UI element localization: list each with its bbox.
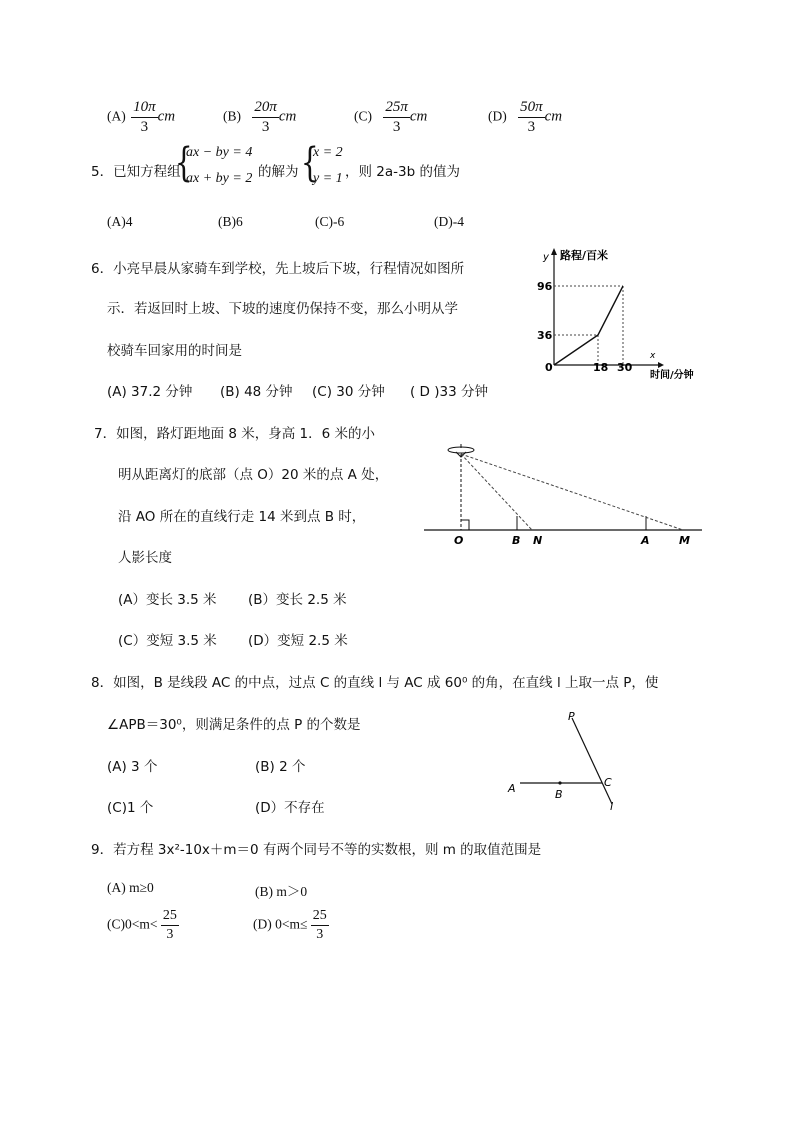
q5-solution-y: y = 1 bbox=[313, 171, 343, 186]
numerator: 25 bbox=[161, 909, 179, 926]
q5-option-b: (B)6 bbox=[218, 214, 243, 229]
q7-line-4: 人影长度 bbox=[118, 550, 172, 566]
y-axis-arrow bbox=[551, 248, 557, 255]
q4-option-d bbox=[488, 100, 562, 135]
option-label: (C) bbox=[354, 108, 372, 124]
unit: cm bbox=[409, 108, 428, 125]
q8-option-a: (A) 3 个 bbox=[107, 759, 158, 775]
q4-option-a bbox=[107, 100, 175, 135]
q8-line-2: ∠APB＝30⁰，则满足条件的点 P 的个数是 bbox=[107, 717, 361, 733]
label-b: B bbox=[555, 788, 563, 801]
q5-equation-2: ax + by = 2 bbox=[186, 171, 253, 186]
x-axis-label: 时间/分钟 bbox=[650, 370, 694, 381]
fraction bbox=[518, 100, 545, 135]
denominator: 3 bbox=[261, 119, 270, 135]
q7-line-1: 7．如图，路灯距地面 8 米，身高 1．6 米的小 bbox=[94, 426, 376, 442]
q5-solution-x: x = 2 bbox=[313, 145, 343, 160]
x-axis-arrow bbox=[658, 362, 664, 368]
option-label: (A) bbox=[107, 108, 126, 124]
denominator: 3 bbox=[316, 927, 324, 942]
distance-line bbox=[554, 286, 623, 365]
q6-option-a: (A) 37.2 分钟 bbox=[107, 384, 193, 400]
left-brace: { bbox=[174, 140, 193, 186]
q5-mid-text: 的解为 bbox=[258, 164, 299, 180]
q5-equation-1: ax − by = 4 bbox=[186, 145, 253, 160]
label-b: B bbox=[512, 534, 521, 547]
label-m: M bbox=[679, 534, 690, 547]
fraction bbox=[131, 100, 158, 135]
fraction bbox=[252, 100, 279, 135]
unit: cm bbox=[278, 108, 297, 125]
q7-option-a: (A）变长 3.5 米 bbox=[118, 592, 217, 608]
q8-line-1: 8．如图，B 是线段 AC 的中点，过点 C 的直线 l 与 AC 成 60⁰ 的角，在直线 l 上取一点 P，使 bbox=[91, 675, 659, 691]
fraction bbox=[383, 100, 410, 135]
q6-distance-time-graph bbox=[530, 240, 710, 385]
y-tick-96: 96 bbox=[537, 280, 553, 293]
q4-option-c bbox=[354, 100, 427, 135]
y-axis-label: 路程/百米 bbox=[560, 249, 609, 262]
q9-option-c bbox=[107, 909, 179, 942]
q9-option-a: (A) m≥0 bbox=[107, 880, 154, 895]
q5-suffix: ，则 2a-3b 的值为 bbox=[345, 164, 460, 180]
q6-option-c: (C) 30 分钟 bbox=[312, 384, 385, 400]
q5-option-d: (D)-4 bbox=[434, 214, 464, 229]
x-tick-18: 18 bbox=[593, 361, 609, 374]
q8-option-c: (C)1 个 bbox=[107, 800, 154, 816]
label-a: A bbox=[508, 782, 516, 795]
label-l: l bbox=[610, 800, 614, 813]
q8-line-figure bbox=[500, 706, 630, 818]
denominator: 3 bbox=[527, 119, 536, 135]
q9-option-d bbox=[253, 909, 329, 942]
label-p: P bbox=[568, 710, 575, 723]
numerator: 10π bbox=[131, 100, 158, 118]
label-o: O bbox=[454, 534, 464, 547]
numerator: 25π bbox=[383, 100, 410, 118]
q8-option-b: (B) 2 个 bbox=[255, 759, 306, 775]
q6-line-1: 6．小亮早晨从家骑车到学校，先上坡后下坡，行程情况如图所 bbox=[91, 261, 465, 277]
q7-option-b: (B）变长 2.5 米 bbox=[248, 592, 347, 608]
q9-option-b: (B) m＞0 bbox=[255, 884, 308, 899]
option-label: (D) bbox=[488, 108, 507, 124]
q6-option-b: (B) 48 分钟 bbox=[220, 384, 293, 400]
label-a: A bbox=[641, 534, 650, 547]
q7-line-2: 明从距离灯的底部（点 O）20 米的点 A 处， bbox=[118, 467, 389, 483]
q6-line-3: 校骑车回家用的时间是 bbox=[107, 343, 242, 359]
x-tick-30: 30 bbox=[617, 361, 633, 374]
light-ray-to-n bbox=[461, 454, 532, 530]
denominator: 3 bbox=[392, 119, 401, 135]
q6-option-d: ( D )33 分钟 bbox=[410, 384, 488, 400]
q7-option-c: (C）变短 3.5 米 bbox=[118, 633, 217, 649]
q8-option-d: (D）不存在 bbox=[255, 800, 325, 816]
y-tick-36: 36 bbox=[537, 329, 553, 342]
denominator: 3 bbox=[140, 119, 149, 135]
left-brace: { bbox=[300, 140, 319, 186]
label-n: N bbox=[533, 534, 543, 547]
numerator: 20π bbox=[252, 100, 279, 118]
q9-line-1: 9．若方程 3x²-10x＋m＝0 有两个同号不等的实数根，则 m 的取值范围是 bbox=[91, 842, 542, 858]
q7-line-3: 沿 AO 所在的直线行走 14 米到点 B 时， bbox=[118, 509, 366, 525]
light-ray-to-m bbox=[461, 454, 683, 530]
fraction bbox=[161, 909, 179, 942]
unit: cm bbox=[544, 108, 563, 125]
point-b bbox=[558, 781, 561, 784]
q7-option-d: (D）变短 2.5 米 bbox=[248, 633, 348, 649]
q5-option-c: (C)-6 bbox=[315, 214, 345, 229]
denominator: 3 bbox=[166, 927, 174, 942]
option-prefix: (D) 0<m≤ bbox=[253, 916, 308, 932]
q5-prefix: 5．已知方程组 bbox=[91, 164, 181, 180]
origin-label: 0 bbox=[545, 361, 553, 374]
q6-line-2: 示．若返回时上坡、下坡的速度仍保持不变，那么小明从学 bbox=[107, 301, 458, 317]
option-label: (B) bbox=[223, 108, 241, 124]
fraction bbox=[311, 909, 329, 942]
numerator: 25 bbox=[311, 909, 329, 926]
q5-option-a: (A)4 bbox=[107, 214, 133, 229]
x-axis-letter: x bbox=[650, 351, 656, 361]
right-angle-mark bbox=[461, 520, 469, 530]
option-prefix: (C)0<m< bbox=[107, 916, 158, 932]
label-c: C bbox=[604, 776, 612, 789]
numerator: 50π bbox=[518, 100, 545, 118]
q7-streetlight-figure bbox=[420, 440, 710, 550]
unit: cm bbox=[157, 108, 176, 125]
q4-option-b bbox=[223, 100, 296, 135]
y-axis-letter: y bbox=[543, 252, 549, 263]
line-l bbox=[572, 718, 612, 804]
